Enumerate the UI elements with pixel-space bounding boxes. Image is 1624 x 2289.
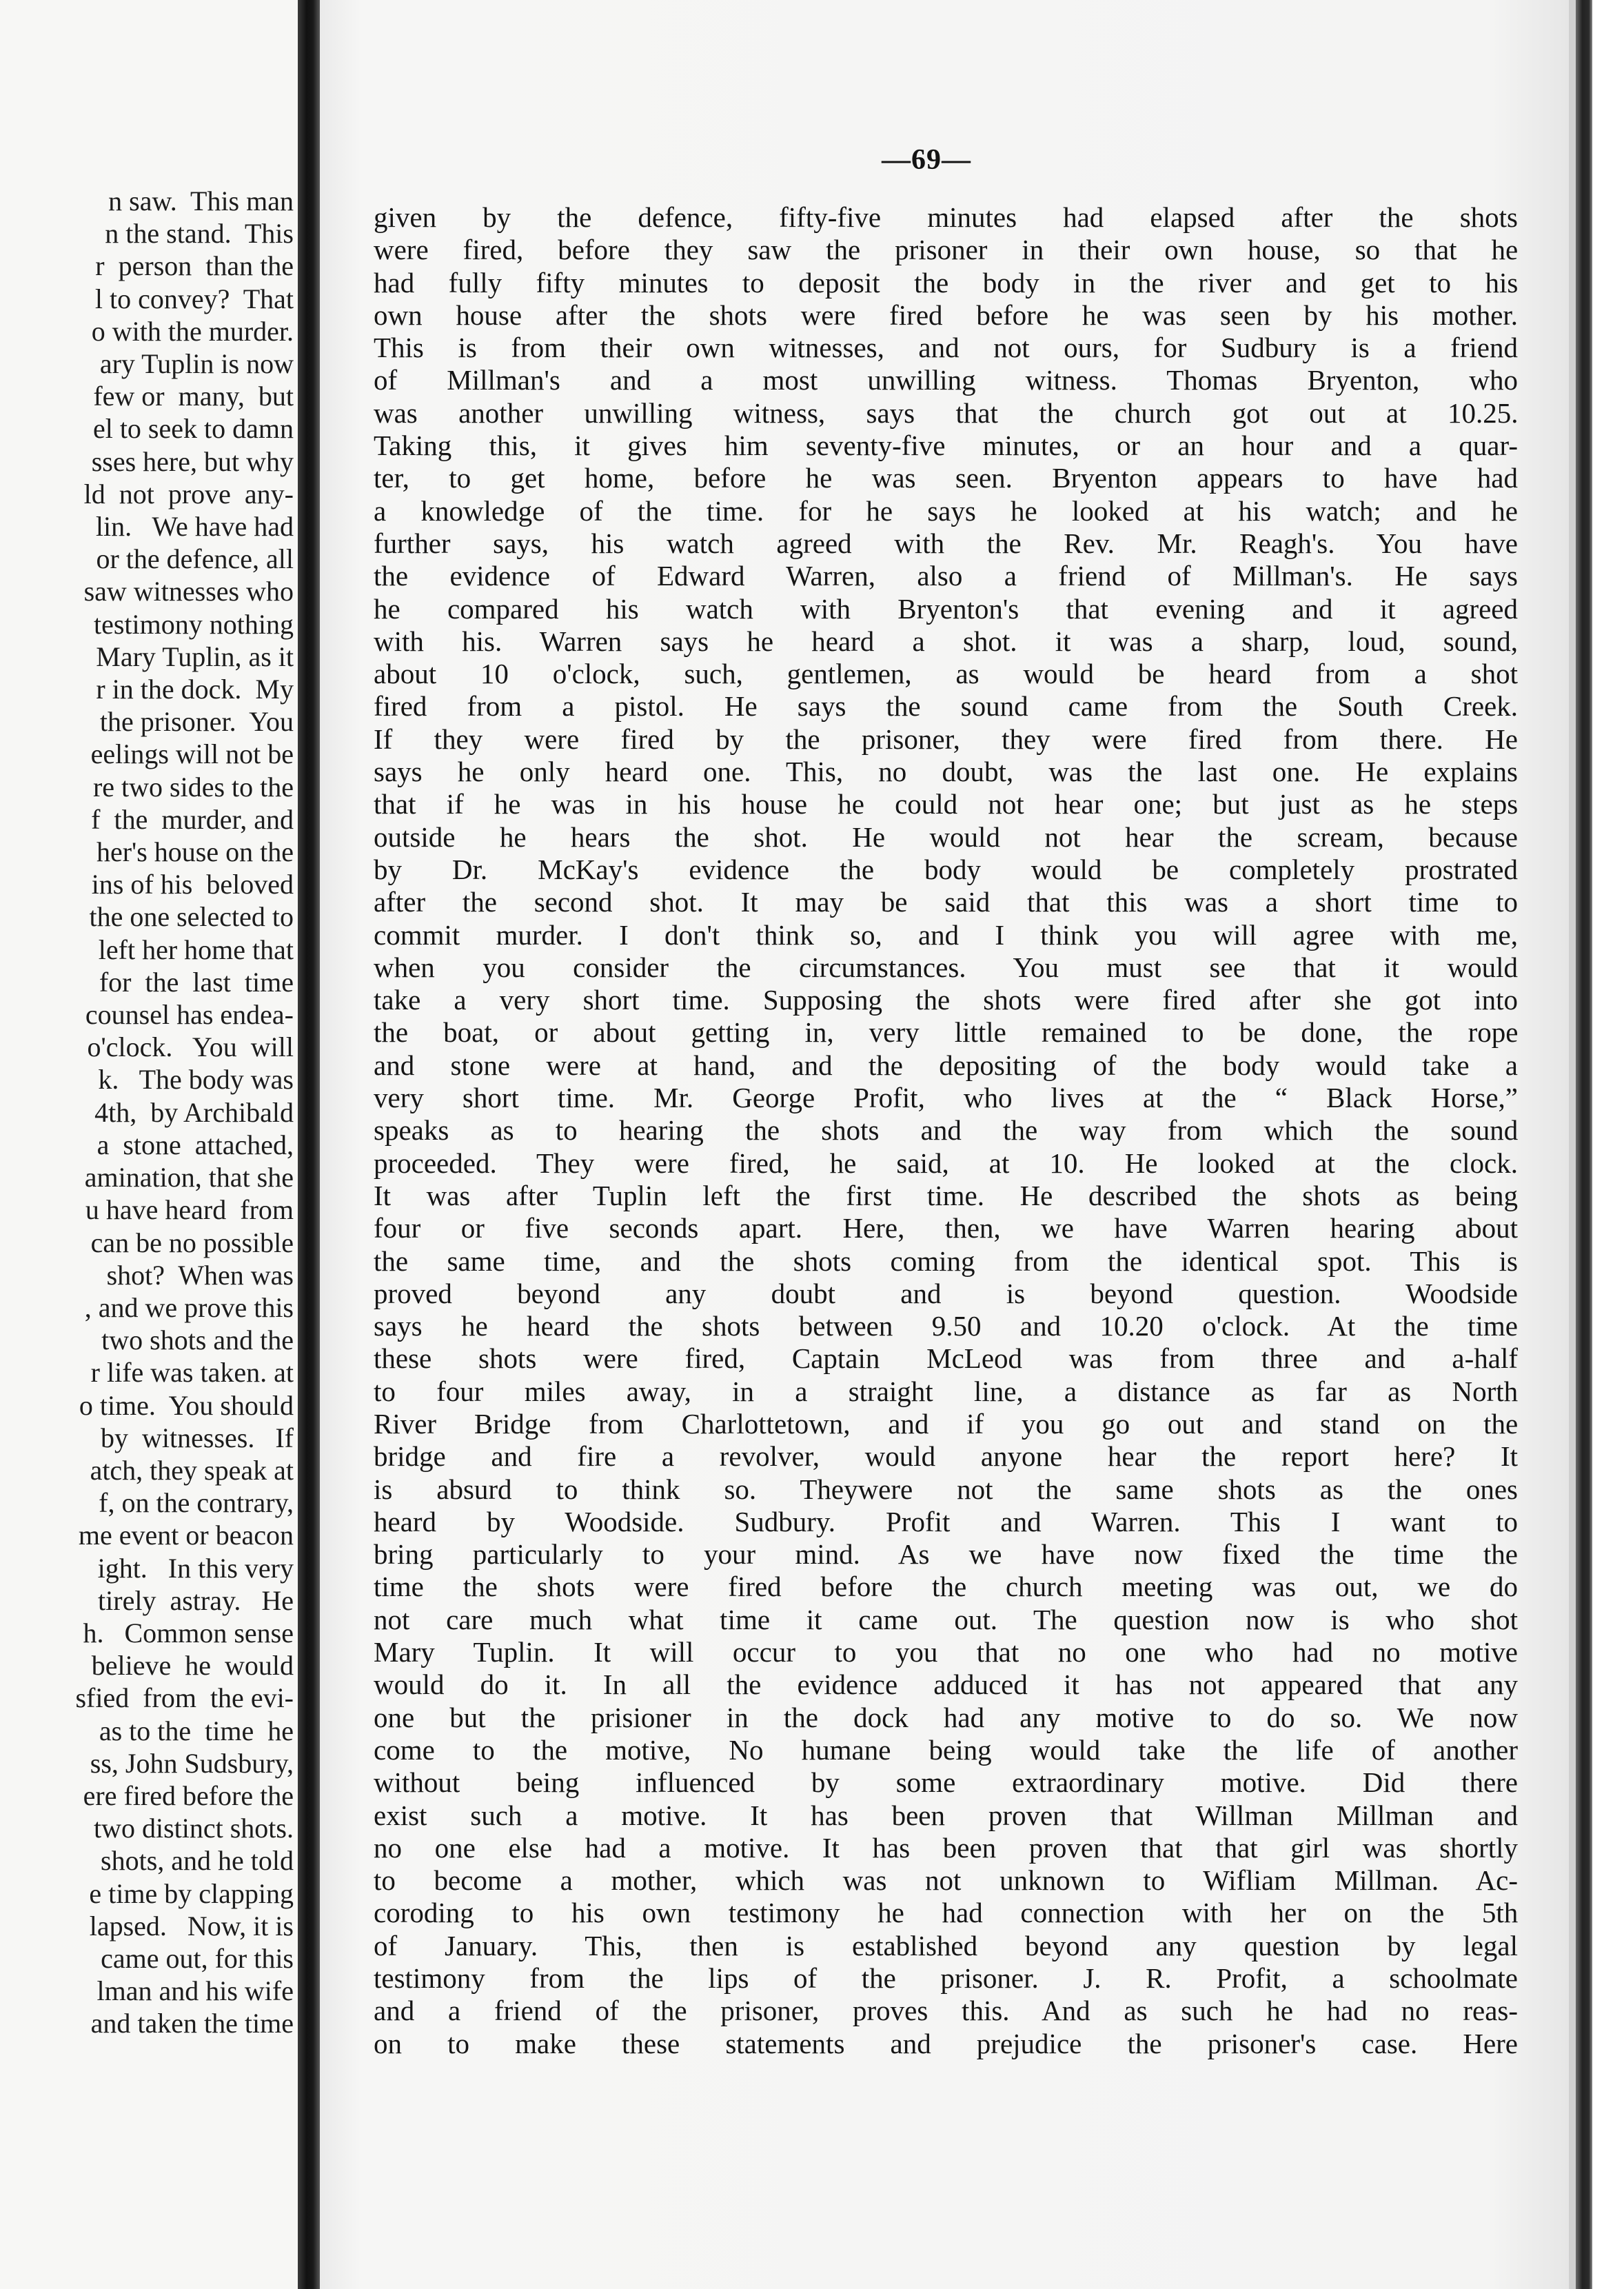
left-page-line: n saw. This man [108, 185, 294, 216]
left-page-line: the one selected to [89, 901, 294, 933]
left-page-line: shots, and he told [101, 1845, 294, 1877]
left-page-line: saw witnesses who [83, 576, 294, 607]
body-text-line: and a friend of the prisoner, proves this. And as such he had no reas- [374, 1995, 1518, 2027]
body-text-line: further says, his watch agreed with the Rev. Mr. Reagh's. You have [374, 527, 1518, 559]
body-text-line: when you consider the circumstances. You must see that it would [374, 951, 1518, 983]
left-page-line: eelings will not be [90, 738, 294, 770]
left-page-line: lapsed. Now, it is [89, 1910, 294, 1942]
body-text-line: to four miles away, in a straight line, a distance as far as North [374, 1375, 1519, 1407]
left-page-line: ins of his beloved [91, 869, 294, 900]
body-text-line: very short time. Mr. George Profit, who lives at the “ Black Horse,” [374, 1082, 1518, 1114]
left-facing-page [0, 0, 298, 2289]
body-text-line: was another unwilling witness, says that the church got out at 10.25. [374, 396, 1519, 429]
body-text-line: the same time, and the shots coming from the identical spot. This is [374, 1244, 1518, 1277]
left-page-line: can be no possible [90, 1227, 294, 1258]
body-text-line: fired from a pistol. He says the sound came from the South Creek. [374, 690, 1518, 723]
left-page-line: ld not prove any- [83, 478, 294, 510]
body-text-line: of Millman's and a most unwilling witness. Thomas Bryenton, who [374, 364, 1518, 396]
body-text-line: one but the prisioner in the dock had any motive to do so. We now [374, 1701, 1518, 1733]
body-text-line: given by the defence, fifty-five minutes had elapsed after the shots [374, 201, 1518, 233]
body-text-line: he compared his watch with Bryenton's that evening and it agreed [374, 592, 1518, 625]
body-text-line: the boat, or about getting in, very little remained to be done, the rope [374, 1016, 1519, 1049]
left-page-line: h. Common sense [83, 1617, 294, 1648]
body-text-line: on to make these statements and prejudice the prisoner's case. Here [374, 2027, 1518, 2059]
scan-margin [1592, 0, 1624, 2289]
body-text-line: ter, to get home, before he was seen. Bryenton appears to have had [374, 462, 1518, 494]
body-text-line: with his. Warren says he heard a shot. it was a sharp, loud, sound, [374, 625, 1518, 657]
body-text-line: bring particularly to your mind. As we have now fixed the time the [374, 1538, 1518, 1571]
body-text-line: Taking this, it gives him seventy-five minutes, or an hour and a quar- [374, 430, 1518, 462]
left-page-line: lman and his wife [97, 1975, 294, 2007]
left-page-line: left her home that [98, 934, 294, 965]
body-text-line: not care much what time it came out. The question now is who shot [374, 1603, 1518, 1635]
body-text-line: a knowledge of the time. for he says he looked at his watch; and he [374, 494, 1518, 527]
body-text-line: proved beyond any doubt and is beyond question. Woodside [374, 1277, 1518, 1309]
main-page [320, 0, 1569, 2289]
left-page-line: ss, John Sudsbury, [90, 1747, 294, 1779]
left-page-line: testimony nothing [94, 608, 294, 640]
book-gutter [298, 0, 320, 2289]
left-page-line: r life was taken. at [90, 1357, 294, 1389]
left-page-line: e time by clapping [89, 1877, 294, 1909]
left-page-line: r in the dock. My [96, 674, 294, 705]
left-page-line: o time. You should [79, 1389, 294, 1421]
body-text-line: proceeded. They were fired, he said, at 10. He looked at the clock. [374, 1147, 1518, 1179]
body-text-line: come to the motive, No humane being would take the life of another [374, 1733, 1518, 1766]
left-page-line: atch, they speak at [90, 1454, 294, 1486]
left-page-line: lin. We have had [95, 511, 294, 543]
left-page-line: a stone attached, [97, 1129, 294, 1160]
left-page-line: came out, for this [101, 1942, 294, 1974]
left-page-line: re two sides to the [92, 771, 294, 803]
left-page-line: believe he would [91, 1650, 294, 1682]
left-page-line: ight. In this very [97, 1552, 294, 1584]
body-text-line: without being influenced by some extraordinary motive. Did there [374, 1766, 1518, 1799]
left-page-line: , and we prove this [84, 1291, 294, 1323]
page-edge-binding [1576, 0, 1592, 2289]
left-page-line: f, on the contrary, [99, 1487, 294, 1519]
left-page-line: 4th, by Archibald [94, 1096, 294, 1128]
body-text-line: commit murder. I don't think so, and I think you will agree with me, [374, 918, 1518, 951]
left-page-line: counsel has endea- [85, 999, 294, 1031]
body-text-line: If they were fired by the prisoner, they were fired from there. He [374, 723, 1518, 755]
left-page-line: ary Tuplin is now [99, 348, 294, 380]
left-page-line: as to the time he [99, 1715, 294, 1746]
body-text-line: to become a mother, which was not unknown to Wifliam Millman. Ac- [374, 1864, 1518, 1897]
body-text-line: were fired, before they saw the prisoner in their own house, so that he [374, 234, 1519, 266]
body-text-line: This is from their own witnesses, and not ours, for Sudbury is a friend [374, 332, 1518, 364]
left-page-line: o'clock. You will [87, 1031, 294, 1063]
body-text-line: by Dr. McKay's evidence the body would be completely prostrated [374, 853, 1518, 885]
left-page-line: l to convey? That [94, 283, 294, 314]
body-text-line: testimony from the lips of the prisoner. J. R. Profit, a schoolmate [374, 1962, 1518, 1995]
left-page-line: for the last time [99, 966, 294, 998]
body-text-line: bridge and fire a revolver, would anyone hear the report here? It [374, 1440, 1518, 1473]
left-page-line: n the stand. This [105, 218, 294, 250]
left-page-line: two distinct shots. [93, 1813, 294, 1844]
body-text-line: says he heard the shots between 9.50 and 10.20 o'clock. At the time [374, 1310, 1518, 1342]
left-page-line: el to seek to damn [92, 413, 294, 445]
left-page-line: by witnesses. If [101, 1422, 294, 1453]
body-text-line: says he only heard one. This, no doubt, was the last one. He explains [374, 756, 1518, 788]
body-text-line: Mary Tuplin. It will occur to you that no one who had no motive [374, 1636, 1518, 1668]
page-number: —69— [882, 144, 971, 176]
left-page-line: tirely astray. He [98, 1584, 294, 1616]
body-text-line: the evidence of Edward Warren, also a friend of Millman's. He says [374, 560, 1518, 592]
left-page-line: shot? When was [106, 1259, 294, 1291]
body-text-line: own house after the shots were fired before he was seen by his mother. [374, 299, 1519, 331]
left-page-line: amination, that she [84, 1162, 294, 1193]
body-text-line: outside he hears the shot. He would not hear the scream, because [374, 820, 1518, 853]
page-edge-shadow [1569, 0, 1576, 2289]
body-text-line: and stone were at hand, and the depositing of the body would take a [374, 1049, 1518, 1081]
left-page-line: the prisoner. You [99, 706, 294, 738]
left-page-line: r person than the [95, 250, 294, 282]
left-page-line: sfied from the evi- [75, 1682, 294, 1714]
body-text-line: take a very short time. Supposing the shots were fired after she got into [374, 984, 1518, 1016]
left-page-line: few or many, but [93, 381, 294, 412]
left-page-line: u have heard from [85, 1194, 294, 1226]
left-page-line: me event or beacon [78, 1520, 294, 1551]
body-text-line: heard by Woodside. Sudbury. Profit and Warren. This I want to [374, 1505, 1518, 1537]
body-text-line: after the second shot. It may be said that this was a short time to [374, 886, 1518, 918]
left-page-line: her's house on the [96, 836, 294, 868]
body-text-line: about 10 o'clock, such, gentlemen, as would be heard from a shot [374, 658, 1518, 690]
left-page-line: o with the murder. [91, 315, 294, 347]
body-text-line: exist such a motive. It has been proven that Willman Millman and [374, 1799, 1518, 1831]
body-text [374, 201, 1518, 2060]
body-text-line: these shots were fired, Captain McLeod was from three and a-half [374, 1342, 1518, 1375]
left-page-line: and taken the time [90, 2008, 294, 2039]
left-page-line: f the murder, and [91, 803, 294, 835]
body-text-line: would do it. In all the evidence adduced it has not appeared that any [374, 1668, 1518, 1701]
body-text-line: coroding to his own testimony he had connection with her on the 5th [374, 1897, 1519, 1929]
left-page-line: sses here, but why [91, 445, 294, 477]
body-text-line: that if he was in his house he could not hear one; but just as he steps [374, 788, 1519, 820]
left-page-line: two shots and the [101, 1324, 294, 1356]
body-text-line: time the shots were fired before the church meeting was out, we do [374, 1571, 1518, 1603]
body-text-line: is absurd to think so. Theywere not the same shots as the ones [374, 1473, 1518, 1505]
left-page-text-fragment [0, 185, 294, 2040]
body-text-line: had fully fifty minutes to deposit the body in the river and get to his [374, 266, 1519, 299]
body-text-line: River Bridge from Charlottetown, and if you go out and stand on the [374, 1407, 1519, 1440]
body-text-line: of January. This, then is established beyond any question by legal [374, 1929, 1518, 1962]
left-page-line: or the defence, all [96, 543, 294, 575]
body-text-line: four or five seconds apart. Here, then, we have Warren hearing about [374, 1212, 1518, 1244]
left-page-line: ere fired before the [83, 1779, 294, 1811]
body-text-line: It was after Tuplin left the first time. He described the shots as being [374, 1179, 1518, 1211]
body-text-line: speaks as to hearing the shots and the way from which the sound [374, 1114, 1519, 1147]
left-page-line: Mary Tuplin, as it [96, 641, 294, 672]
body-text-line: no one else had a motive. It has been proven that that girl was shortly [374, 1831, 1518, 1864]
left-page-line: k. The body was [98, 1064, 294, 1096]
